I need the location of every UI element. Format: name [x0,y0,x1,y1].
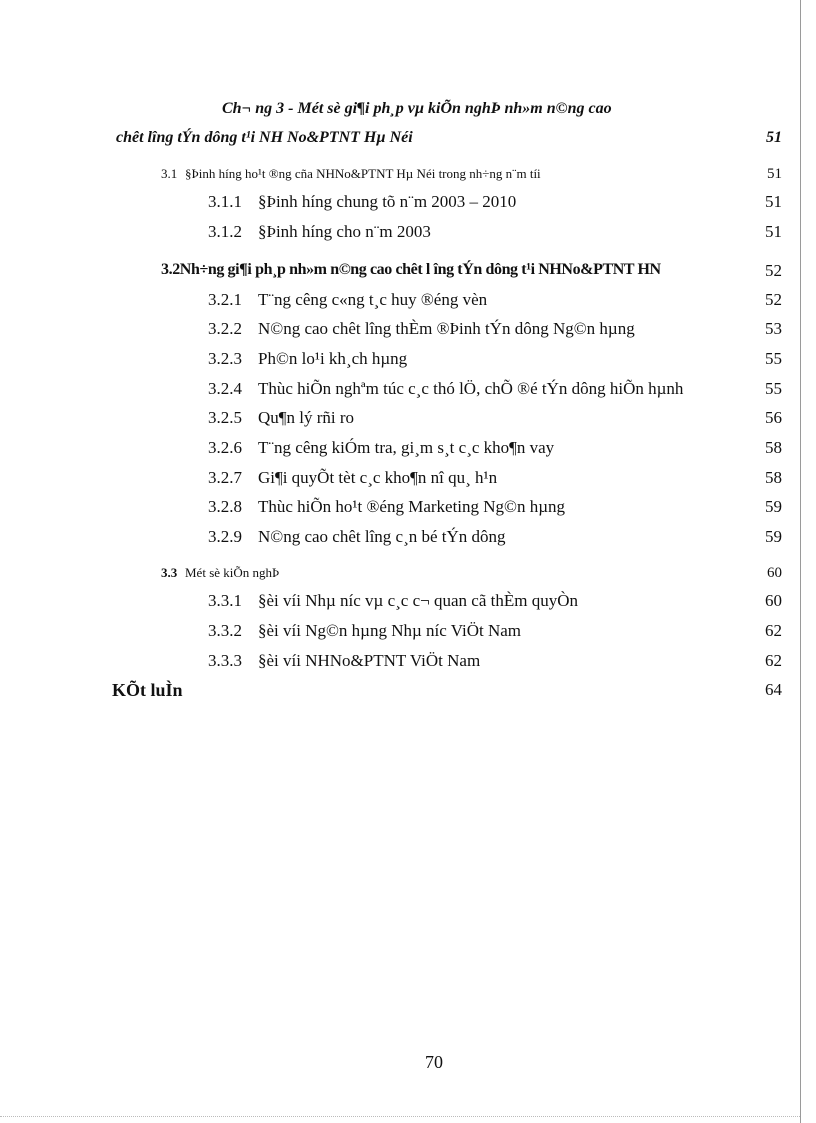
footer-page-number: 70 [425,1052,443,1072]
toc-page-number: 51 [767,166,782,182]
toc-page-number: 51 [765,222,782,241]
toc-entry-title: Thùc hiÕn nghªm túc c¸c thó lÖ, chÕ ®é tÝn dông hiÕn hµnh [258,379,684,398]
toc-entry-number: 3.3 [161,565,178,580]
toc-page-number: 52 [765,290,782,309]
toc-entry-title: 3.2Nh÷ng gi¶i ph¸p nh»m n©ng cao chêt l îng tÝn dông t¹i NHNo&PTNT HN [161,261,661,278]
toc-entry-number: 3.2.5 [208,408,242,427]
toc-entry-title: Gi¶i quyÕt tèt c¸c kho¶n nî qu¸ h¹n [258,468,498,487]
toc-page-number: 59 [765,527,782,546]
toc-entry-title: Qu¶n lý rñi ro [258,408,354,427]
toc-page-number: 51 [766,129,782,146]
toc-entry-number: 3.2.4 [208,379,242,398]
toc-page-number: 55 [765,349,782,368]
toc-page-number: 64 [765,680,782,699]
toc-page-number: 60 [765,591,782,610]
toc-entry-number: 3.1 [161,166,178,181]
toc-entry-number: 3.2.6 [208,438,242,457]
toc-entry-title: Thùc hiÕn ho¹t ®éng Marketing Ng©n hµng [258,497,566,516]
toc-entry-title: §èi víi NHNo&PTNT ViÖt Nam [258,651,481,670]
toc-entry-number: 3.3.3 [208,651,242,670]
toc-page-number: 58 [765,468,782,487]
toc-entry-title: §èi víi Ng©n hµng Nhµ níc ViÖt Nam [258,621,522,640]
toc-entry-number: 3.3.2 [208,621,242,640]
toc-entry-title: §Þinh híng chung tõ n¨m 2003 – 2010 [258,192,517,211]
toc-page-number: 62 [765,651,782,670]
toc-entry-title: Ph©n lo¹i kh¸ch hµng [258,349,408,368]
toc-page-number: 52 [765,261,782,280]
toc-entry-number: 3.2.3 [208,349,242,368]
toc-entry-title: §Þinh híng ho¹t ®ng cña NHNo&PTNT Hµ Néi trong nh÷ng n¨m tíi [185,166,541,181]
toc-page-number: 59 [765,497,782,516]
toc-entry-title: T¨ng cêng kiÓm tra, gi¸m s¸t c¸c kho¶n vay [258,438,555,457]
toc-entry-number: 3.1.1 [208,192,242,211]
toc-entry-number: 3.2.7 [208,468,242,487]
page-border-bottom [0,1116,800,1117]
toc-page-number: 53 [765,319,782,338]
toc-entry-title: N©ng cao chêt lîng c¸n bé tÝn dông [258,527,506,546]
toc-entry-title: Mét sè kiÕn nghÞ [185,565,280,580]
toc-entry-number: 3.2.8 [208,497,242,516]
toc-entry-number: 3.2.1 [208,290,242,309]
toc-entry-title: §Þinh híng cho n¨m 2003 [258,222,431,241]
toc-entry-title: T¨ng cêng c«ng t¸c huy ®éng vèn [258,290,488,309]
toc-entry-title: N©ng cao chêt lîng thÈm ®Þinh tÝn dông Ng©n hµng [258,319,635,338]
toc-entry-number: 3.2.2 [208,319,242,338]
toc-entry-number: 3.1.2 [208,222,242,241]
toc-page-number: 56 [765,408,782,427]
toc-entry-title: KÕt luÌn [112,680,183,700]
toc-page-number: 55 [765,379,782,398]
toc-page-number: 60 [767,565,782,581]
page-border-right [800,0,801,1123]
chapter-title-text: Ch¬ ng 3 - Mét sè gi¶i ph¸p vµ kiÕn nghÞ nh»m n©ng cao [222,100,612,117]
toc-entry-number: 3.2.9 [208,527,242,546]
chapter-title-text-2: chêt lîng tÝn dông t¹i NH No&PTNT Hµ Néi [116,129,413,146]
toc-entry-number: 3.3.1 [208,591,242,610]
toc-page-number: 58 [765,438,782,457]
toc-page-number: 51 [765,192,782,211]
toc-entry-title: §èi víi Nhµ níc vµ c¸c c¬ quan cã thÈm quyÒn [258,591,578,610]
toc-page-number: 62 [765,621,782,640]
